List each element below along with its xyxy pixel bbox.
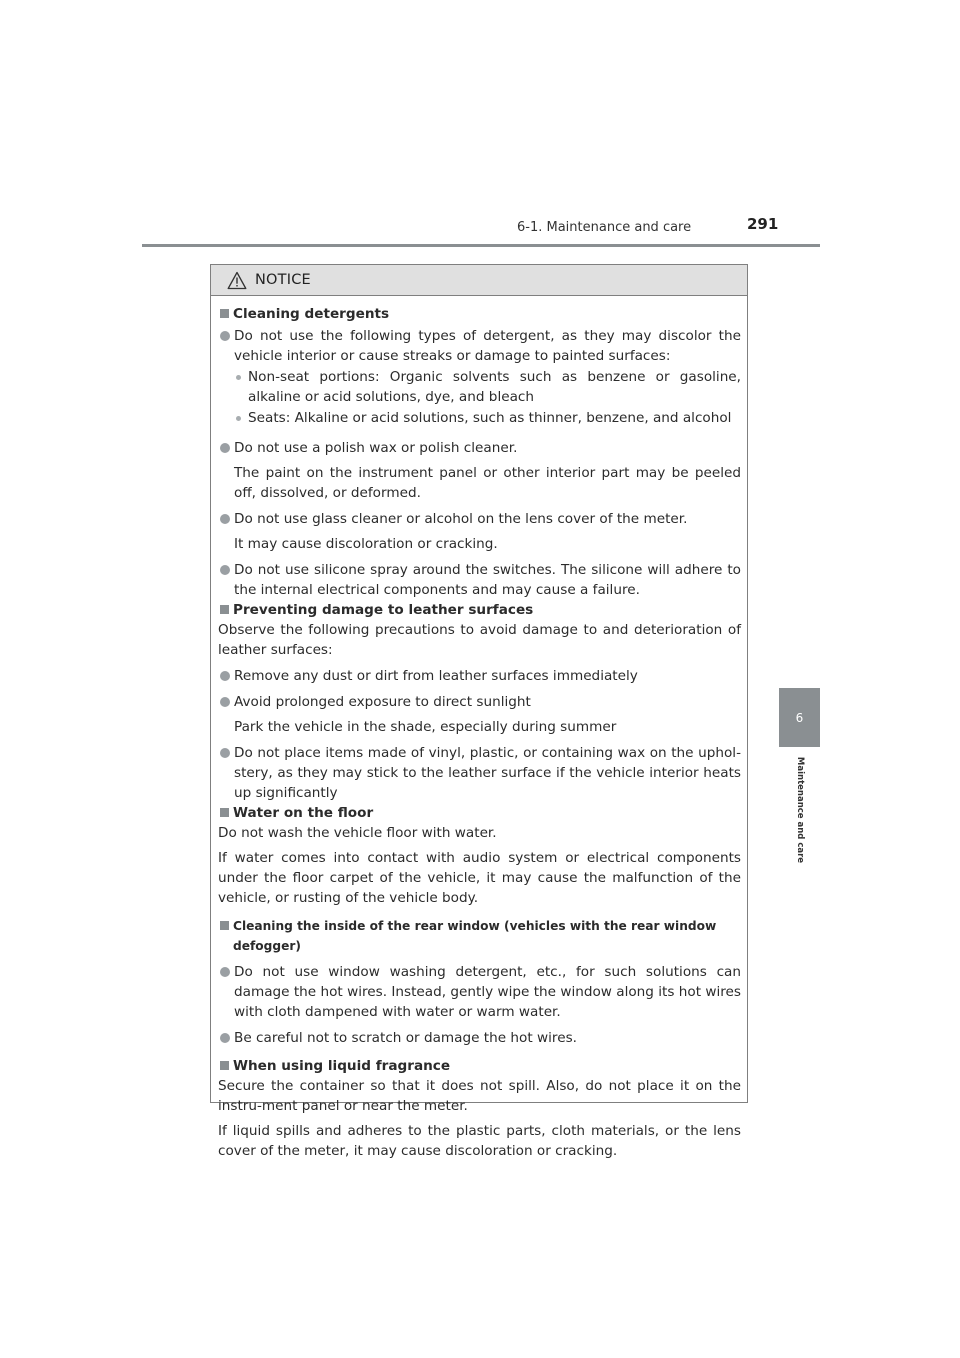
heading-text: Cleaning the inside of the rear window (vehicles with the rear window defogger)	[233, 919, 717, 953]
notice-box	[210, 264, 748, 1159]
small-bullet-icon	[236, 375, 241, 380]
item-text: Do not use window washing detergent, etc., for such solutions can damage the hot wires. Instead, gently wipe the window along its hot wires with cloth dampened with water or warm water.	[234, 964, 741, 1020]
section-water-floor	[218, 803, 741, 908]
item-detail: It may cause discoloration or cracking.	[234, 536, 498, 552]
section-rear-window	[218, 916, 741, 1048]
item-text: Do not use silicone spray around the switches. The silicone will adhere to the internal electrical components and may cause a failure.	[234, 562, 741, 598]
list-item	[218, 326, 741, 428]
square-bullet-icon	[220, 605, 229, 614]
round-bullet-icon	[220, 331, 230, 341]
section-liquid-fragrance	[218, 1056, 741, 1161]
notice-body	[211, 296, 747, 1161]
item-text: Remove any dust or dirt from leather surfaces immediately	[234, 668, 638, 684]
sub-item-text: Seats: Alkaline or acid solutions, such as thinner, benzene, and alcohol	[248, 410, 732, 426]
section-heading	[218, 916, 741, 956]
square-bullet-icon	[220, 309, 229, 318]
item-text: Do not use the following types of detergent, as they may discolor the vehicle interior or cause streaks or damage to painted surfaces:	[234, 328, 741, 364]
list-item	[218, 692, 741, 737]
section-heading	[218, 600, 741, 620]
round-bullet-icon	[220, 671, 230, 681]
chapter-label: Maintenance and care	[795, 756, 805, 864]
round-bullet-icon	[220, 1033, 230, 1043]
page-number: 291	[747, 215, 779, 233]
item-text: Do not place items made of vinyl, plastic, or containing wax on the uphol-stery, as they may stick to the leather surface if the vehicle interior heats up significantly	[234, 745, 741, 801]
item-detail: The paint on the instrument panel or other interior part may be peeled off, dissolved, or deformed.	[234, 465, 741, 501]
square-bullet-icon	[220, 808, 229, 817]
heading-text: Preventing damage to leather surfaces	[233, 602, 534, 618]
heading-text: Cleaning detergents	[233, 306, 390, 322]
section-heading	[218, 1056, 741, 1076]
list-item	[218, 560, 741, 600]
list-item	[218, 743, 741, 803]
heading-text: When using liquid fragrance	[233, 1058, 451, 1074]
paragraph: Secure the container so that it does not spill. Also, do not place it on the instru-ment panel or near the meter.	[218, 1078, 741, 1114]
section-leather-surfaces	[218, 600, 741, 803]
section-heading	[218, 803, 741, 823]
round-bullet-icon	[220, 967, 230, 977]
notice-title: NOTICE	[255, 272, 311, 288]
paragraph: If water comes into contact with audio system or electrical components under the floor carpet of the vehicle, it may cause the malfunction of the vehicle, or rusting of the vehicle body.	[218, 850, 741, 906]
item-text: Do not use a polish wax or polish cleaner.	[234, 440, 518, 456]
heading-text: Water on the floor	[233, 805, 374, 821]
item-text: Be careful not to scratch or damage the hot wires.	[234, 1030, 577, 1046]
section-intro: Observe the following precautions to avoid damage to and deterioration of leather surfaces:	[218, 622, 741, 658]
round-bullet-icon	[220, 443, 230, 453]
square-bullet-icon	[220, 921, 229, 930]
list-item	[218, 438, 741, 503]
chapter-tab[interactable]	[779, 688, 820, 747]
list-item	[218, 1028, 741, 1048]
round-bullet-icon	[220, 697, 230, 707]
paragraph: Do not wash the vehicle floor with water.	[218, 825, 497, 841]
paragraph: If liquid spills and adheres to the plastic parts, cloth materials, or the lens cover of the meter, it may cause discoloration or cracking.	[218, 1123, 741, 1159]
section-title: 6-1. Maintenance and care	[517, 220, 692, 235]
section-cleaning-detergents	[218, 304, 741, 600]
small-bullet-icon	[236, 416, 241, 421]
notice-header	[211, 265, 747, 296]
square-bullet-icon	[220, 1061, 229, 1070]
sub-list-item	[234, 367, 741, 407]
warning-triangle-icon	[227, 271, 247, 290]
list-item	[218, 509, 741, 554]
list-item	[218, 962, 741, 1022]
round-bullet-icon	[220, 514, 230, 524]
item-text: Avoid prolonged exposure to direct sunlight	[234, 694, 531, 710]
round-bullet-icon	[220, 565, 230, 575]
header-divider	[142, 244, 820, 247]
sub-list-item	[234, 408, 741, 428]
list-item	[218, 666, 741, 686]
sub-item-text: Non-seat portions: Organic solvents such as benzene or gasoline, alkaline or acid solutions, dye, and bleach	[248, 369, 741, 405]
item-detail: Park the vehicle in the shade, especially during summer	[234, 719, 617, 735]
item-text: Do not use glass cleaner or alcohol on the lens cover of the meter.	[234, 511, 688, 527]
chapter-number: 6	[795, 710, 804, 725]
section-heading	[218, 304, 741, 324]
round-bullet-icon	[220, 748, 230, 758]
